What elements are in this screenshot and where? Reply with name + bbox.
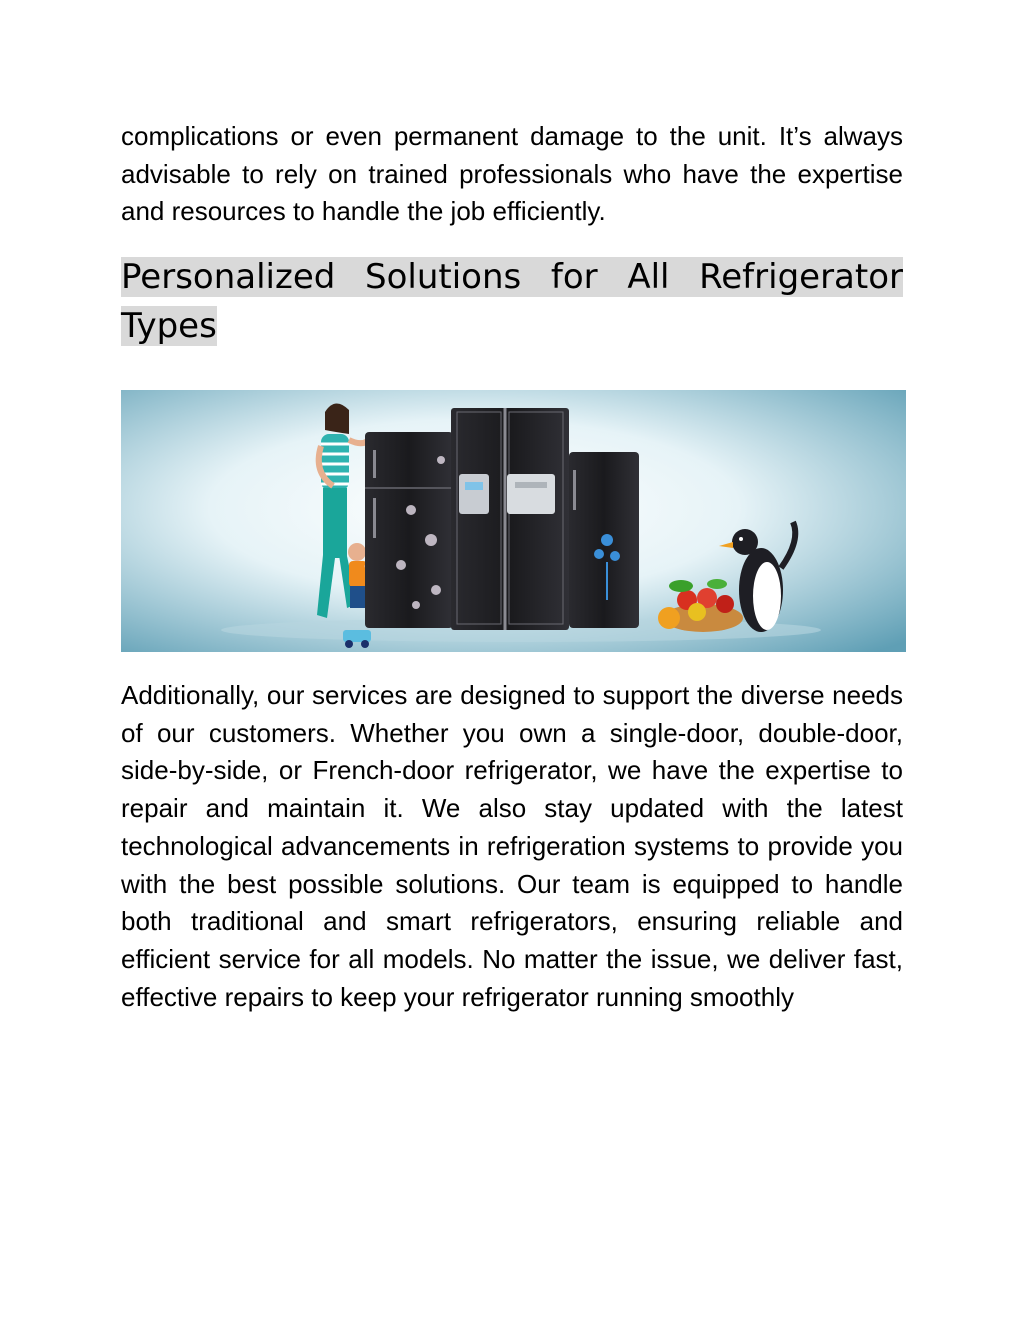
services-paragraph: Additionally, our services are designed to support the diverse needs of our customers. Whether you own a single-door, double-door, side-by-side, or French-door refrigerator, we have the expertise to repair and maintain it. We also stay updated with the latest technological advancements in refrigeration systems to provide you with the best possible solutions. Our team is equipped to handle both traditional and smart refrigerators, ensuring reliable and efficient service for all models. No matter the issue, we deliver fast, effective repairs to keep your refrigerator running smoothly [121, 680, 903, 1012]
section-heading-text: Personalized Solutions for All Refrigerator Types [121, 257, 903, 346]
single-door-refrigerator [569, 452, 639, 628]
side-by-side-refrigerator [451, 408, 569, 630]
refrigerator-banner-image [121, 390, 906, 652]
intro-paragraph: complications or even permanent damage to the unit. It’s always advisable to rely on trained professionals who have the expertise and resources to handle the job efficiently. [121, 121, 903, 227]
double-door-refrigerator [365, 432, 453, 628]
section-heading [121, 253, 903, 351]
